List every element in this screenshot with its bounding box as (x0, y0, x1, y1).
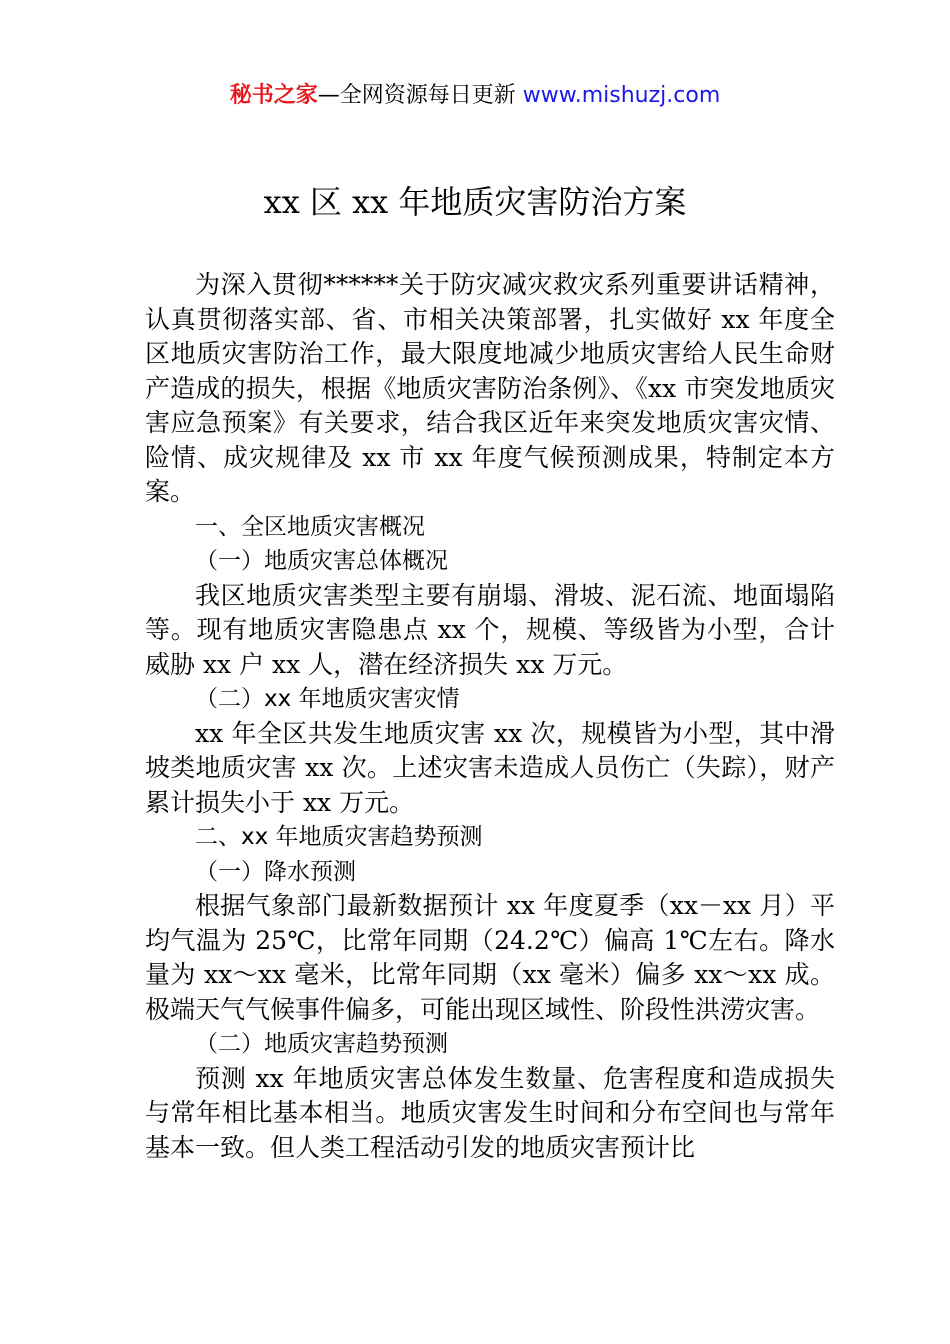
subsection-heading: （二）xx 年地质灾害灾情 (195, 686, 460, 712)
document-title: xx 区 xx 年地质灾害防治方案 (263, 183, 687, 221)
section-heading: 一、全区地质灾害概况 (195, 513, 425, 540)
body-paragraph: 我区地质灾害类型主要有崩塌、滑坡、泥石流、地面塌陷等。现有地质灾害隐患点 xx 个，规模、等级皆为小型，合计威胁 xx 户 xx 人，潜在经济损失 xx 万元。 (145, 580, 835, 679)
body-paragraph: 预测 xx 年地质灾害总体发生数量、危害程度和造成损失与常年相比基本相当。地质灾害发生时间和分布空间也与常年基本一致。但人类工程活动引发的地质灾害预计比 (145, 1063, 835, 1162)
body-paragraph: xx 年全区共发生地质灾害 xx 次，规模皆为小型，其中滑坡类地质灾害 xx 次。上述灾害未造成人员伤亡（失踪），财产累计损失小于 xx 万元。 (145, 718, 835, 817)
site-header (0, 80, 950, 112)
subsection-heading: （二）地质灾害趋势预测 (195, 1031, 448, 1057)
subsection-heading: （一）降水预测 (195, 858, 356, 885)
section-heading: 二、xx 年地质灾害趋势预测 (195, 824, 483, 850)
site-brand: 秘书之家 (229, 83, 318, 108)
site-slogan: —全网资源每日更新 (317, 83, 523, 108)
body-paragraph: 为深入贯彻******关于防灾减灾救灾系列重要讲话精神，认真贯彻落实部、省、市相关决策部署，扎实做好 xx 年度全区地质灾害防治工作，最大限度地减少地质灾害给人民生命财产造成的损失，根据《地质灾害防治条例》、《xx 市突发地质灾害应急预案》有关要求，结合我区近年来突发地质灾害灾情、险情、成灾规律及 xx 市 xx 年度气候预测成果，特制定本方案。 (145, 270, 835, 506)
site-url-link[interactable]: www.mishuzj.com (522, 83, 721, 108)
subsection-heading: （一）地质灾害总体概况 (195, 548, 448, 574)
document-body (145, 268, 835, 1165)
body-paragraph: 根据气象部门最新数据预计 xx 年度夏季（xx－xx 月）平均气温为 25℃，比常年同期（24.2℃）偏高 1℃左右。降水量为 xx～xx 毫米，比常年同期（xx 毫米）偏多 xx～xx 成。极端天气气候事件偏多，可能出现区域性、阶段性洪涝灾害。 (145, 891, 835, 1024)
